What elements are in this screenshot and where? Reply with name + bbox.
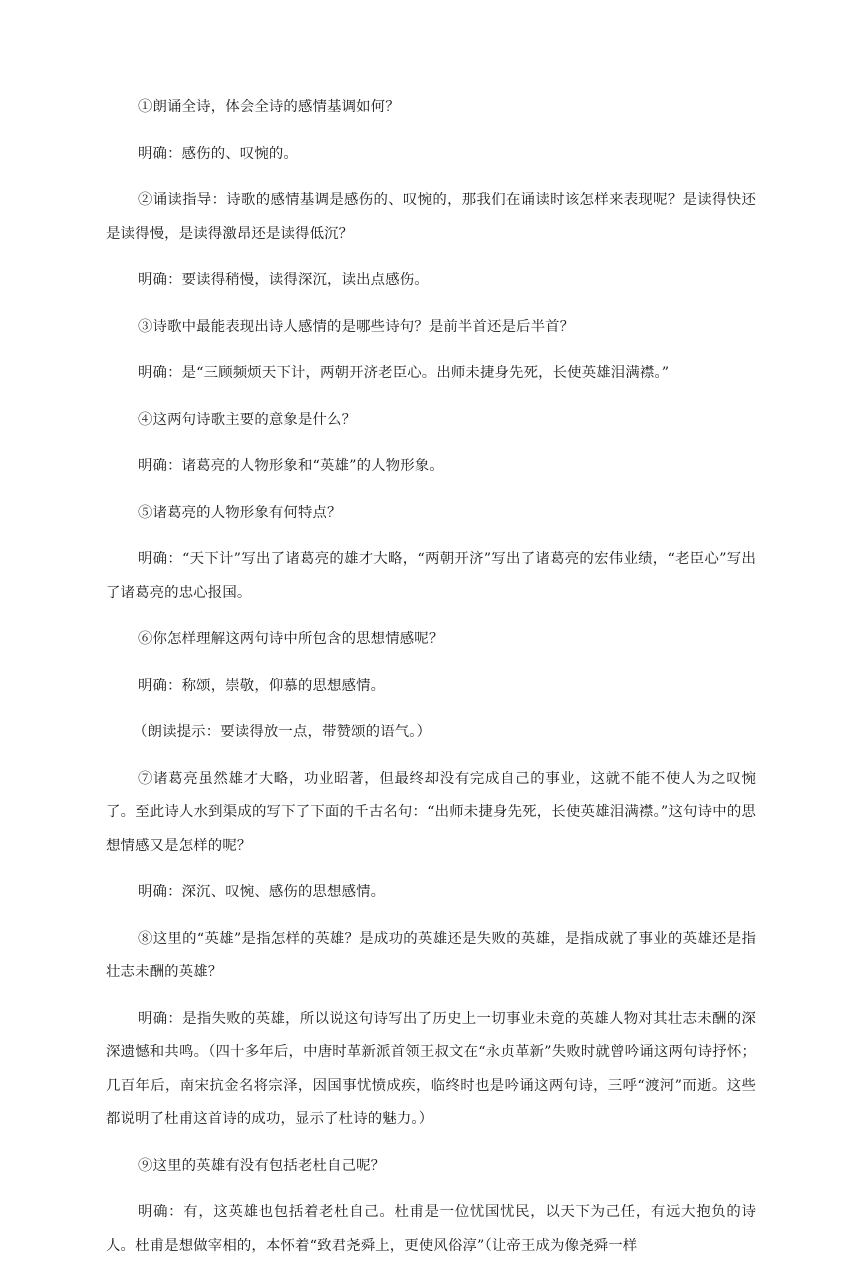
answer-5: 明确：“天下计”写出了诸葛亮的雄才大略，“两朝开济”写出了诸葛亮的宏伟业绩，“老臣心”写出了诸葛亮的忠心报国。	[106, 551, 756, 601]
question-1: ①朗诵全诗，体会全诗的感情基调如何？	[138, 99, 400, 115]
answer-7: 明确：深沉、叹惋、感伤的思想感情。	[138, 884, 386, 900]
question-8: ⑧这里的“英雄”是指怎样的英雄？是成功的英雄还是失败的英雄，是指成就了事业的英雄还是指壮志未酬的英雄？	[106, 930, 756, 980]
answer-2: 明确：要读得稍慢，读得深沉，读出点感伤。	[138, 272, 429, 288]
question-3: ③诗歌中最能表现出诗人感情的是哪些诗句？是前半首还是后半首？	[138, 318, 575, 335]
answer-3: 明确：是“三顾频烦天下计，两朝开济老臣心。出师未捷身先死，长使英雄泪满襟。”	[138, 365, 670, 381]
answer-9: 明确：有，这英雄也包括着老杜自己。杜甫是一位忧国忧民，以天下为己任，有远大抱负的诗人。杜甫是想做宰相的，本怀着“致君尧舜上，更使风俗淳”（让帝王成为像尧舜一样	[106, 1204, 756, 1254]
answer-1: 明确：感伤的、叹惋的。	[138, 145, 298, 162]
question-7: ⑦诸葛亮虽然雄才大略，功业昭著，但最终却没有完成自己的事业，这就不能不使人为之叹惋了。至此诗人水到渠成的写下了下面的千古名句：“出师未捷身先死，长使英雄泪满襟。”这句诗中的思想情感又是怎样的呢？	[106, 770, 756, 854]
question-9: ⑨这里的英雄有没有包括老杜自己呢？	[138, 1157, 386, 1174]
question-5: ⑤诸葛亮的人物形象有何特点？	[138, 504, 342, 521]
question-6: ⑥你怎样理解这两句诗中所包含的思想情感呢？	[138, 631, 444, 647]
answer-4: 明确：诸葛亮的人物形象和“英雄”的人物形象。	[138, 458, 444, 474]
reading-tip: （朗读提示：要读得放一点，带赞颂的语气。）	[133, 724, 432, 740]
question-4: ④这两句诗歌主要的意象是什么？	[138, 411, 357, 428]
answer-6: 明确：称颂，崇敬，仰慕的思想感情。	[138, 677, 386, 694]
document-body	[106, 91, 756, 1276]
question-2: ②诵读指导：诗歌的感情基调是感伤的、叹惋的，那我们在诵读时该怎样来表现呢？是读得快还是读得慢，是读得激昂还是读得低沉？	[106, 192, 756, 242]
answer-8: 明确：是指失败的英雄，所以说这句诗写出了历史上一切事业未竟的英雄人物对其壮志未酬的深深遗憾和共鸣。（四十多年后，中唐时革新派首领王叔文在“永贞革新”失败时就曾吟诵这两句诗抒怀；几百年后，南宋抗金名将宗泽，因国事忧愤成疾，临终时也是吟诵这两句诗，三呼“渡河”而逝。这些都说明了杜甫这首诗的成功，显示了杜诗的魅力。）	[106, 1010, 756, 1127]
